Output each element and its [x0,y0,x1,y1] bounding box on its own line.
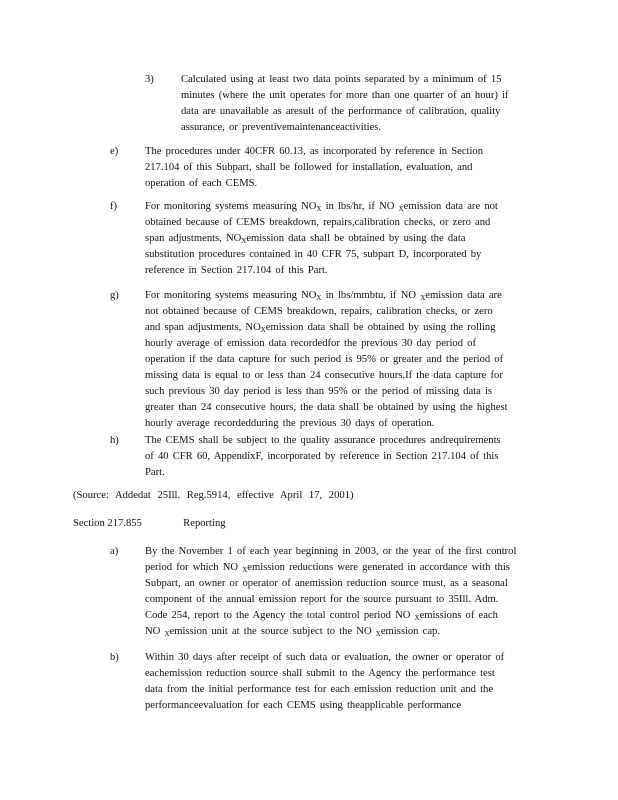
section-title: Reporting [183,518,226,529]
list-marker: a) [110,546,119,557]
text-line: Within 30 days after receipt of such data or evaluation, the owner or operator of [145,652,505,663]
subscript: X [260,326,266,334]
text-line: Part. [145,467,165,478]
text-run: NO [145,626,161,637]
list-marker: b) [110,652,119,663]
text-line: minutes (where the unit operates for more than one quarter of an hour) if [181,90,509,101]
text-line: Subpart, an owner or operator of anemission reduction source must, as a seasonal [145,578,508,589]
text-line: data are unavailable as aresult of the performance of calibration, quality [181,106,501,117]
list-marker: g) [110,290,119,301]
subscript: X [316,294,322,302]
list-marker: 3) [145,74,154,85]
subscript: X [420,294,426,302]
text-line: obtained because of CEMS breakdown, repairs,calibration checks, or zero and [145,217,491,228]
text-line: reference in Section 217.104 of this Part. [145,265,328,276]
text-line: performanceevaluation for each CEMS using theapplicable performance [145,700,462,711]
text-line: Calculated using at least two data points separated by a minimum of 15 [181,74,502,85]
text-run: emission data are not [403,201,498,212]
text-line: eachemission reduction source shall submit to the Agency the performance test [145,668,495,679]
text-run: emission cap. [380,626,440,637]
text-run: For monitoring systems measuring NO [145,290,317,301]
paragraph-text [145,288,530,432]
paragraph-text [145,650,528,714]
text-line [145,624,537,640]
text-line: The CEMS shall be subject to the quality assurance procedures andrequirements [145,435,501,446]
subscript: X [414,614,420,622]
text-run: and span adjustments, NO [145,322,261,333]
text-run: emission unit at the source subject to the NO [169,626,372,637]
subscript: X [164,630,170,638]
list-marker: h) [110,435,119,446]
text-line: The procedures under 40CFR 60.13, as incorporated by reference in Section [145,146,484,157]
text-line: of 40 CFR 60, AppendixF, incorporated by reference in Section 217.104 of this [145,451,499,462]
subscript: X [398,205,404,213]
text-line: greater than 24 consecutive hours, the data shall be obtained by using the highest [145,402,508,413]
text-run: emissions of each [419,610,498,621]
text-line: hourly average of emission data recordedfor the previous 30 day period of [145,338,476,349]
text-line: data from the initial performance test for each emission reduction unit and the [145,684,494,695]
text-line [145,320,530,336]
text-run: For monitoring systems measuring NO [145,201,317,212]
text-run: emission data shall be obtained by using the data [246,233,466,244]
text-line [145,231,523,247]
text-run: in lbs/hr, if NO [325,201,395,212]
text-line: assurance, or preventivemaintenanceactivities. [181,122,382,133]
text-line: operation if the data capture for such period is 95% or greater and the period of [145,354,504,365]
paragraph-text [145,433,527,481]
text-run: Code 254, report to the Agency the total control period NO [145,610,411,621]
text-line: 217.104 of this Subpart, shall be followed for installation, evaluation, and [145,162,473,173]
paragraph-text [145,144,500,192]
subscript: X [316,205,322,213]
text-run: period for which NO [145,562,239,573]
text-run: in lbs/mmbtu, if NO [325,290,417,301]
subscript: X [242,566,248,574]
text-run: emission data shall be obtained by using the rolling [265,322,496,333]
text-line: missing data is equal to or less than 24 consecutive hours.If the data capture for [145,370,503,381]
subscript: X [241,237,247,245]
text-run: emission reductions were generated in accordance with this [247,562,510,573]
text-line [145,288,530,304]
section-heading [73,516,226,532]
text-line: component of the annual emission report for the source pursuant to 35Ill. Adm. [145,594,499,605]
subscript: X [375,630,381,638]
text-run: emission data are [425,290,502,301]
paragraph-text [145,199,523,279]
text-line [145,608,537,624]
text-line: hourly average recordedduring the previous 30 days of operation. [145,418,435,429]
text-line [145,560,537,576]
text-line: substitution procedures contained in 40 CFR 75, subpart D, incorporated by [145,249,482,260]
paragraph-text [145,544,537,640]
section-number: Section 217.855 [73,518,142,529]
list-marker: f) [110,201,118,212]
text-line: By the November 1 of each year beginning in 2003, or the year of the first control [145,546,517,557]
text-line: such previous 30 day period is less than 95% or the period of missing data is [145,386,493,397]
text-line: not obtained because of CEMS breakdown, repairs, calibration checks, or zero [145,306,493,317]
source-note: (Source: Addedat 25Ill. Reg.5914, effective April 17, 2001) [73,490,354,501]
text-run: span adjustments, NO [145,233,242,244]
text-line: operation of each CEMS. [145,178,258,189]
paragraph-text [181,72,525,136]
text-line [145,199,523,215]
list-marker: e) [110,146,119,157]
